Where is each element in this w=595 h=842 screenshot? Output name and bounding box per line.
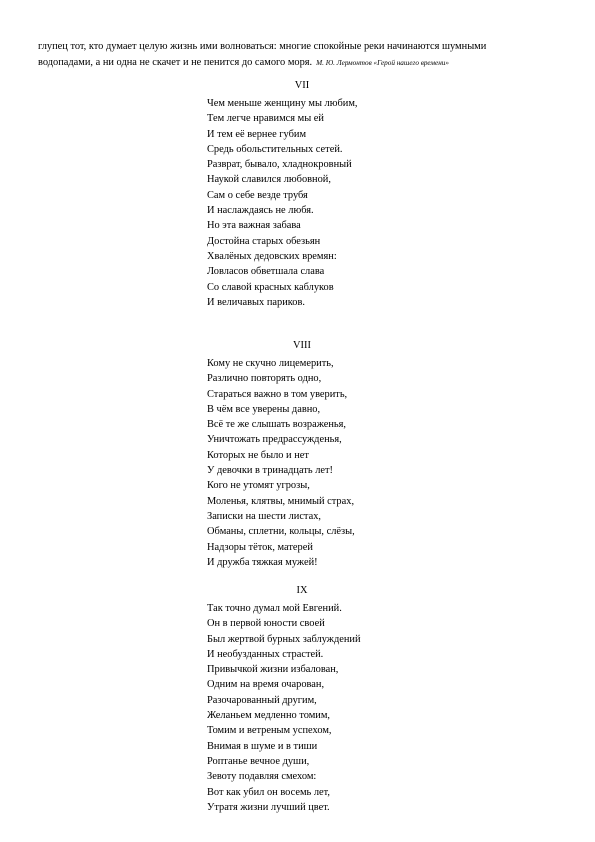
verse-line: Роптанье вечное души, — [207, 755, 310, 767]
verse-line: Чем меньше женщину мы любим, — [207, 98, 358, 109]
stanza-lines — [207, 601, 361, 815]
intro-line-2 — [38, 55, 568, 71]
verse-line: Вот как убил он восемь лет, — [207, 786, 331, 798]
verse-line: И необузданных страстей. — [207, 648, 324, 660]
stanza-lines — [207, 356, 355, 570]
verse-line: Разврат, бывало, хладнокровный — [207, 159, 352, 171]
stanza-number: VII — [294, 80, 310, 91]
stanza-number: VIII — [293, 340, 311, 351]
verse-line: Уничтожать предрассужденья, — [207, 434, 342, 446]
verse-line: Записки на шести листах, — [207, 510, 322, 522]
verse-line: Кого не утомят угрозы, — [207, 480, 310, 492]
verse-line: Достойна старых обезьян — [207, 235, 321, 247]
verse-line: Хвалёных дедовских времян: — [207, 250, 337, 262]
verse-line: Надзоры тёток, матерей — [207, 541, 313, 553]
verse-line: Моленья, клятвы, мнимый страх, — [207, 495, 355, 507]
stanza-number: IX — [296, 585, 308, 596]
verse-line: Кому не скучно лицемерить, — [207, 358, 334, 369]
verse-line: Со славой красных каблуков — [207, 281, 334, 293]
citation: М. Ю. Лермонтов «Герой нашего времени» — [316, 59, 449, 67]
verse-line: Он в первой юности своей — [207, 618, 325, 630]
verse-line: Зевоту подавляя смехом: — [207, 771, 317, 783]
verse-line: Ловласов обветшала слава — [207, 266, 325, 278]
verse-line: Сам о себе везде трубя — [207, 189, 308, 201]
verse-line: И дружба тяжкая мужей! — [207, 556, 318, 568]
intro-paragraph — [38, 39, 568, 71]
verse-line: Различно повторять одно, — [207, 373, 322, 385]
verse-line: И тем её вернее губим — [207, 128, 307, 140]
verse-line: Тем легче нравимся мы ей — [207, 113, 324, 125]
intro-line-1: глупец тот, кто думает целую жизнь ими волноваться: многие спокойные реки начинаются шумными — [38, 41, 487, 52]
verse-line: У девочки в тринадцать лет! — [207, 465, 334, 477]
verse-line: Внимая в шуме и в тиши — [207, 740, 318, 752]
verse-line: Всё те же слышать возраженья, — [207, 419, 347, 431]
verse-line: В чём все уверены давно, — [207, 403, 321, 415]
verse-line: Стараться важно в том уверить, — [207, 388, 348, 400]
verse-line: Привычкой жизни избалован, — [207, 664, 339, 676]
verse-line: И наслаждаясь не любя. — [207, 205, 314, 217]
verse-line: Одним на время очарован, — [207, 679, 325, 691]
verse-line: Наукой славился любовной, — [207, 174, 331, 186]
verse-line: Утратя жизни лучший цвет. — [207, 801, 330, 813]
stanza-lines — [207, 96, 358, 310]
verse-line: Разочарованный другим, — [207, 694, 317, 706]
verse-line: И величавых париков. — [207, 296, 305, 308]
verse-line: Средь обольстительных сетей. — [207, 143, 343, 155]
verse-line: Томим и ветреным успехом, — [207, 725, 332, 737]
intro-line-2-text: водопадами, а ни одна не скачет и не пенится до самого моря. — [38, 57, 313, 68]
verse-line: Обманы, сплетни, кольцы, слёзы, — [207, 526, 355, 538]
verse-line: Так точно думал мой Евгений. — [207, 603, 342, 614]
verse-line: Которых не было и нет — [207, 449, 309, 461]
verse-line: Был жертвой бурных заблуждений — [207, 633, 361, 645]
verse-line: Желаньем медленно томим, — [207, 710, 331, 722]
verse-line: Но эта важная забава — [207, 220, 301, 232]
